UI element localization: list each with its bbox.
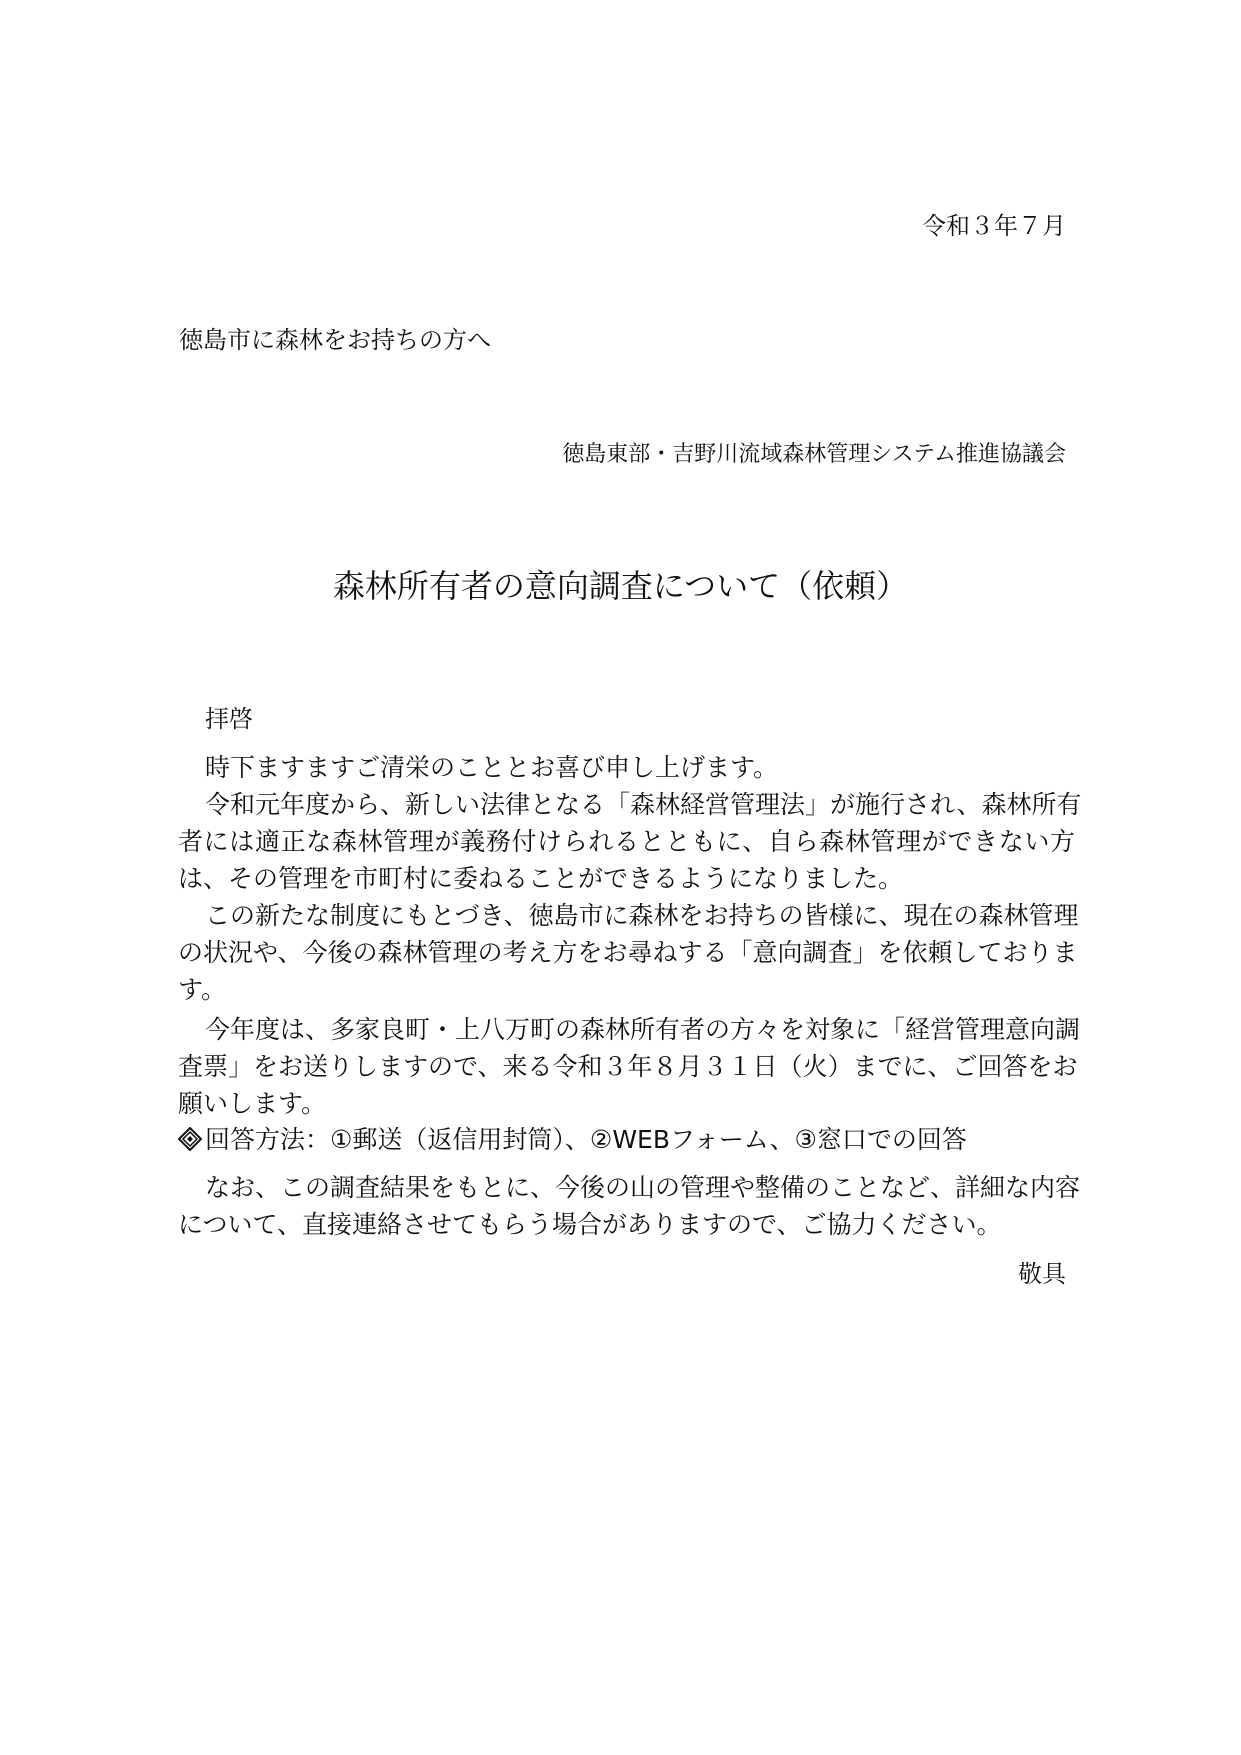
body-line: は、その管理を市町村に委ねることができるようになりました。 — [178, 864, 904, 893]
sender-organization: 徳島東部・吉野川流域森林管理システム推進協議会 — [562, 442, 1066, 467]
addressee: 徳島市に森林をお持ちの方へ — [179, 326, 491, 354]
document-title: 森林所有者の意向調査について（依頼） — [332, 567, 909, 605]
body-line: 者には適正な森林管理が義務付けられるとともに、自ら森林管理ができない方 — [178, 827, 1075, 856]
complimentary-close: 敬具 — [1018, 1260, 1066, 1288]
body-line: 今年度は、多家良町・上八万町の森林所有者の方々を対象に「経営管理意向調 — [205, 1015, 1081, 1044]
body-line: 願いします。 — [178, 1089, 327, 1118]
closing-line: なお、この調査結果をもとに、今後の山の管理や整備のことなど、詳細な内容 — [205, 1173, 1081, 1202]
body-line: 時下ますますご清栄のこととお喜び申し上げます。 — [205, 753, 779, 782]
answer-method-text: 回答方法：①郵送（返信用封筒）、②WEBフォーム、③窓口での回答 — [205, 1125, 967, 1154]
closing-line: について、直接連絡させてもらう場合がありますので、ご協力ください。 — [178, 1210, 1002, 1239]
document-date: 令和３年７月 — [922, 212, 1066, 240]
body-line: この新たな制度にもとづき、徳島市に森林をお持ちの皆様に、現在の森林管理 — [205, 901, 1079, 930]
body-line: の状況や、今後の森林管理の考え方をお尋ねする「意向調査」を依頼しておりま — [178, 938, 1078, 967]
answer-method — [178, 1127, 1075, 1152]
body-line: 査票」をお送りしますので、来る令和３年８月３１日（火）までに、ご回答をお — [178, 1052, 1078, 1081]
body-line: 令和元年度から、新しい法律となる「森林経営管理法」が施行され、森林所有 — [205, 790, 1082, 819]
body-line: す。 — [178, 975, 227, 1004]
salutation: 拝啓 — [205, 705, 253, 733]
diamond-bullet-icon — [178, 1127, 202, 1151]
